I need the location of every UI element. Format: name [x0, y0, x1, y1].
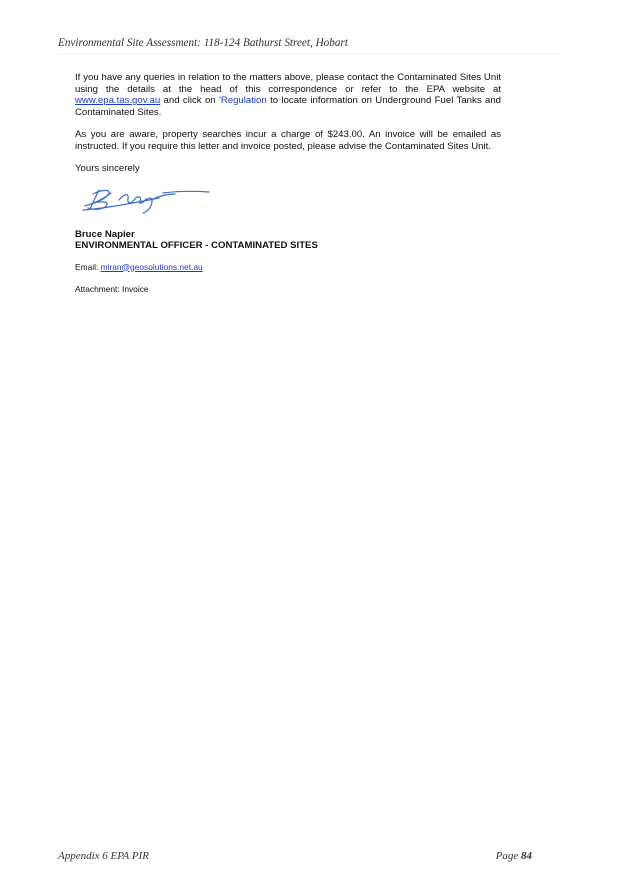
- footer-page-indicator: [496, 850, 532, 862]
- running-header: Environmental Site Assessment: 118-124 Bathurst Street, Hobart: [58, 37, 348, 49]
- email-label: Email:: [75, 261, 101, 272]
- epa-website-link[interactable]: www.epa.tas.gov.au: [75, 95, 161, 106]
- regulation-link-text[interactable]: 'Regulation: [219, 95, 267, 106]
- signer-name: Bruce Napier: [75, 228, 135, 240]
- email-link[interactable]: miran@geosolutions.net.au: [100, 261, 203, 272]
- attachment-note: Attachment: Invoice: [75, 284, 149, 294]
- handwritten-signature: [79, 182, 215, 216]
- header-divider: [58, 54, 562, 55]
- footer-page-label: Page: [495, 850, 521, 862]
- email-line: [75, 262, 501, 274]
- paragraph-queries-text-end: to locate information on Underground Fuel Tanks and Contaminated Sites.: [75, 95, 501, 118]
- footer-appendix-label: Appendix 6 EPA PIR: [58, 850, 149, 862]
- letter-body: [75, 72, 501, 296]
- paragraph-queries-text-start: If you have any queries in relation to the matters above, please contact the Contaminated Sites Unit using the details at the head of this correspondence or refer to the EPA website at: [75, 72, 501, 95]
- paragraph-queries-text-mid: and click on: [160, 95, 219, 106]
- paragraph-queries: [75, 72, 501, 118]
- paragraph-charge: As you are aware, property searches incur a charge of $243.00. An invoice will be emailed as instructed. If you require this letter and invoice posted, please advise the Contaminated Sites Unit.: [75, 129, 501, 152]
- closing-salutation: Yours sincerely: [75, 163, 140, 174]
- footer-page-number: 84: [521, 850, 532, 862]
- signer-title: ENVIRONMENTAL OFFICER - CONTAMINATED SITES: [75, 240, 318, 251]
